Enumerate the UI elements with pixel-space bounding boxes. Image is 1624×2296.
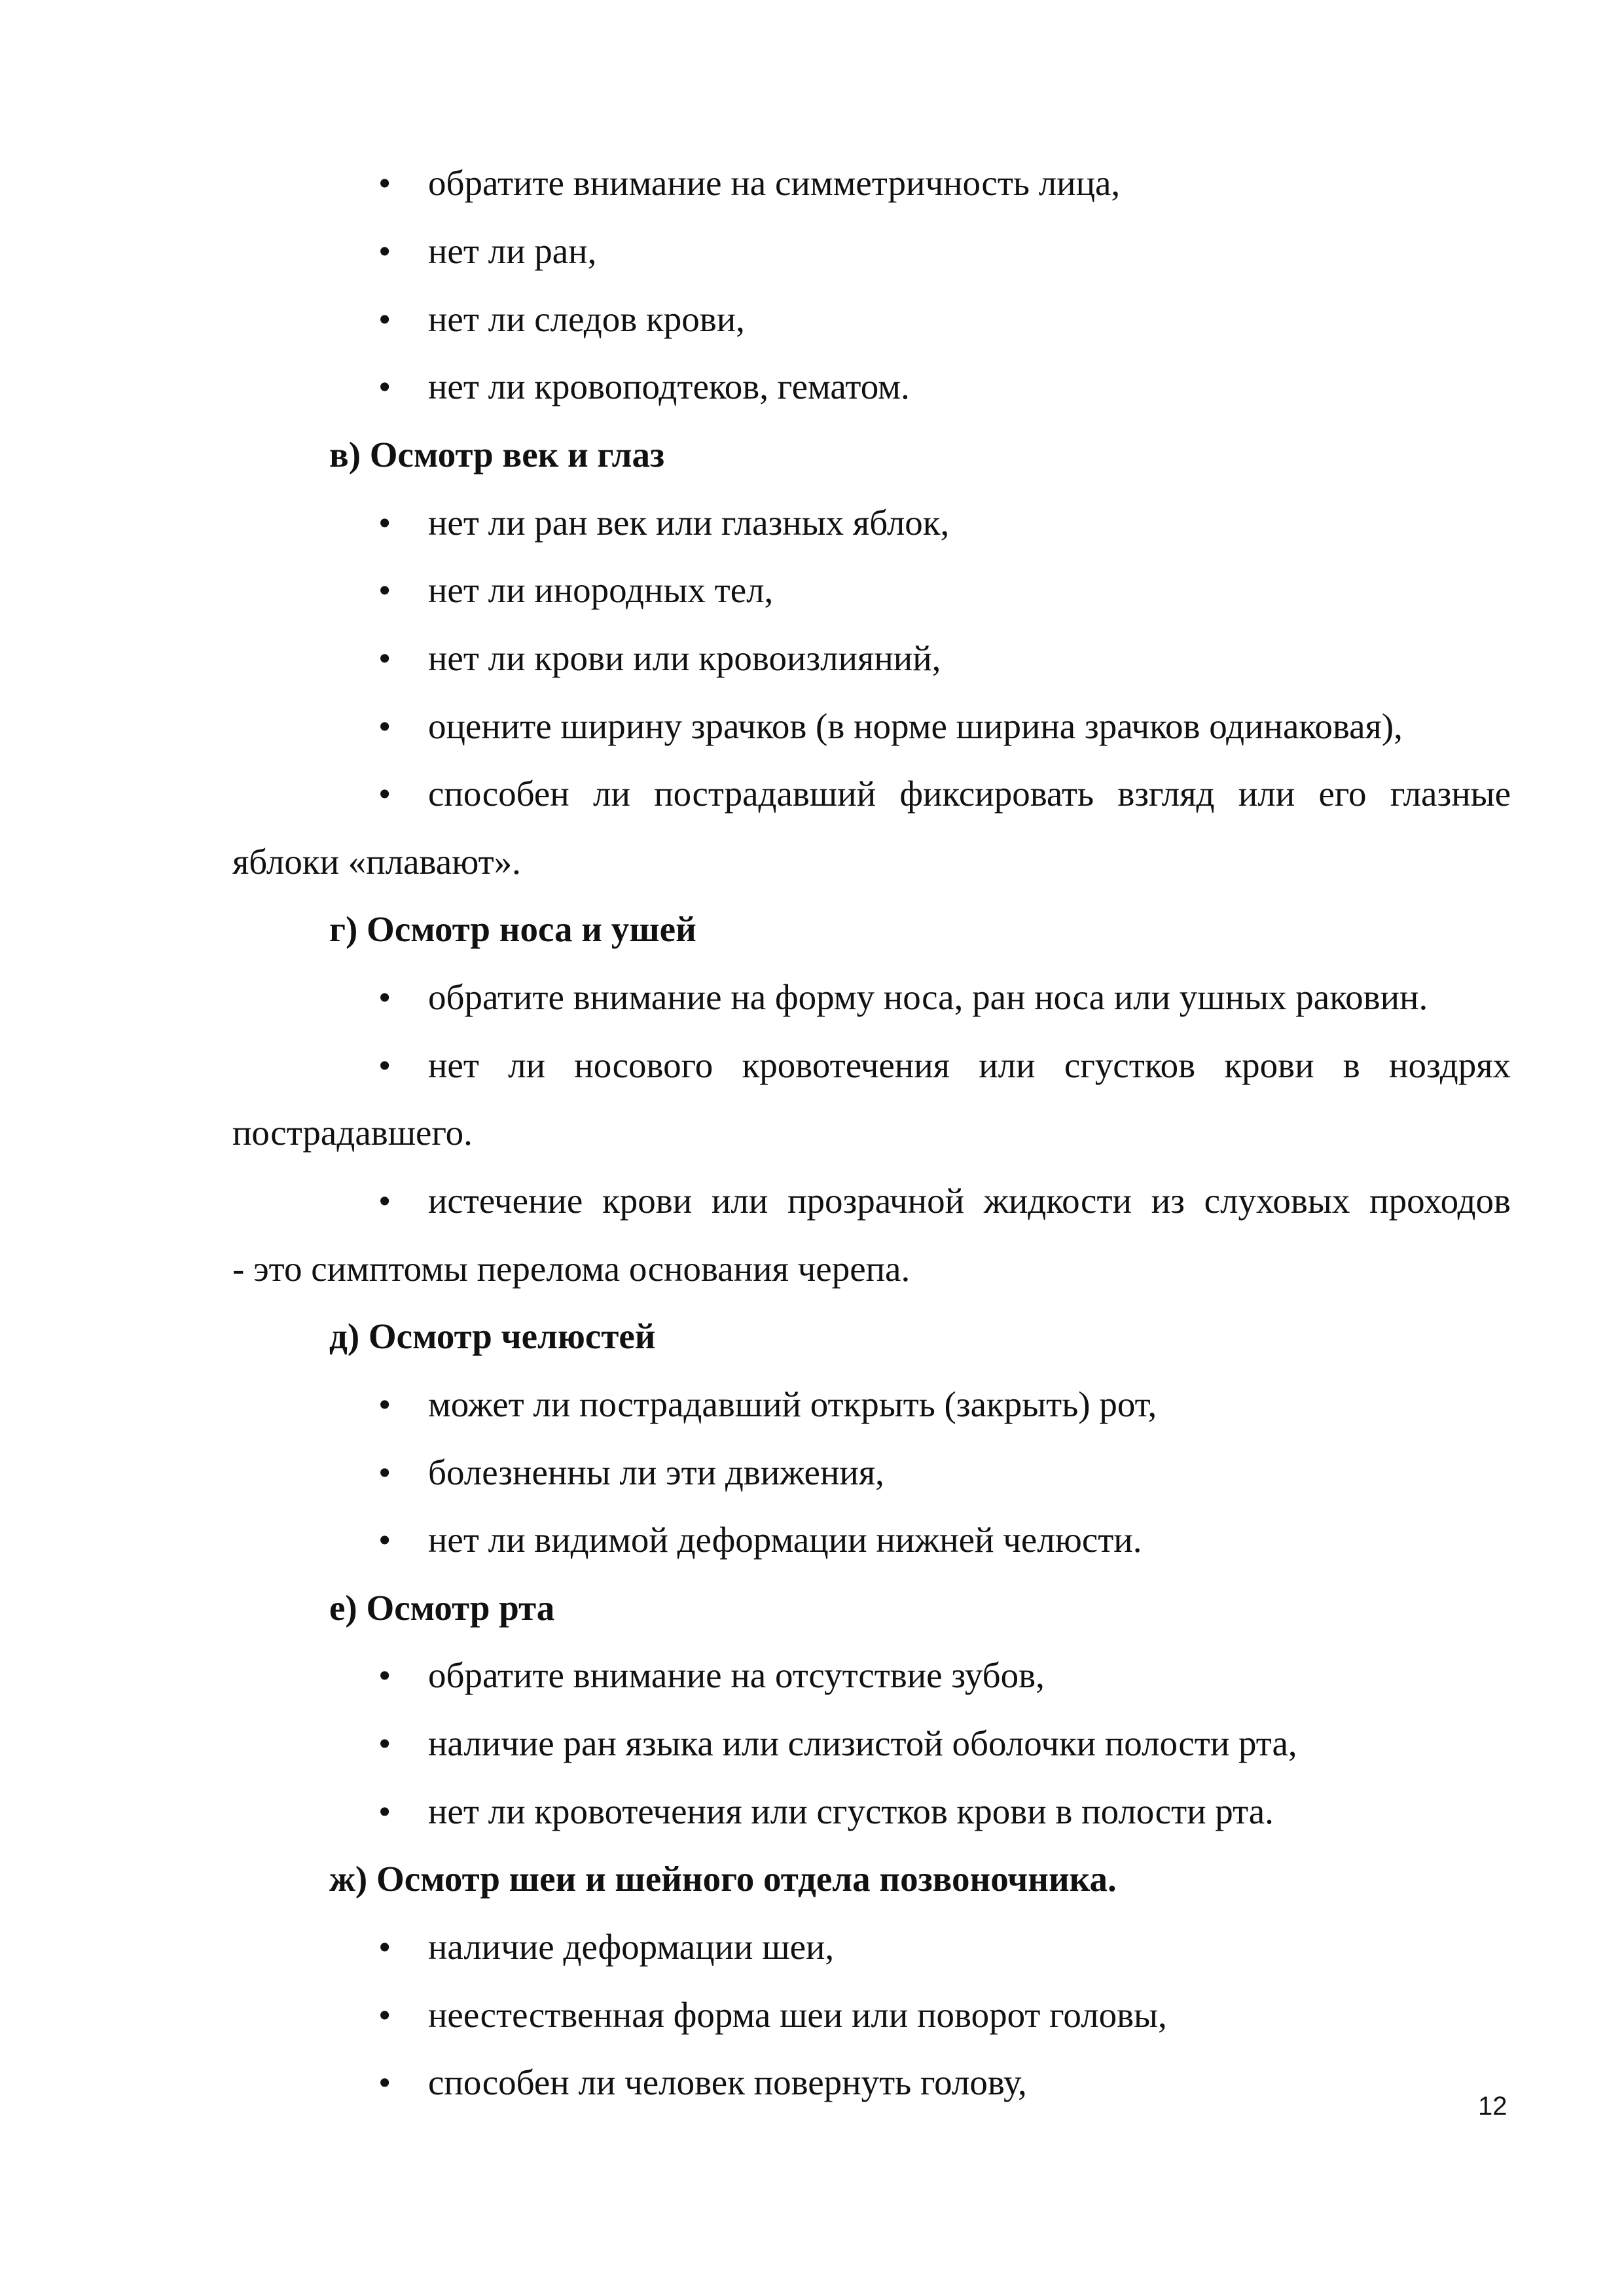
bullet-icon: • [378, 1655, 391, 1695]
bullet-icon: • [378, 299, 391, 339]
bullet-icon: • [378, 977, 391, 1017]
list-item-text: нет ли инородных тел, [428, 570, 774, 610]
bullet-icon: • [378, 503, 391, 543]
list-item-wrapped-first-line [378, 1178, 1511, 1224]
list-item-text: обратите внимание на форму носа, ран носа или ушных раковин. [428, 977, 1428, 1017]
list-item-text: способен ли человек повернуть голову, [428, 2062, 1027, 2102]
bullet-icon: • [378, 231, 391, 271]
list-item-text: может ли пострадавший открыть (закрыть) рот, [428, 1384, 1157, 1424]
bullet-icon: • [378, 638, 391, 678]
bullet-icon: • [378, 570, 391, 610]
section-heading-nose-ears: г) Осмотр носа и ушей [329, 909, 696, 949]
list-item-text: нет ли кровотечения или сгустков крови в полости рта. [428, 1791, 1274, 1831]
bullet-icon: • [378, 1520, 391, 1560]
bullet-icon: • [378, 1995, 391, 2035]
bullet-icon: • [378, 1045, 391, 1085]
bullet-icon: • [378, 774, 391, 814]
list-item-text: нет ли следов крови, [428, 299, 745, 339]
bullet-icon: • [378, 1791, 391, 1831]
list-item-wrapped-first-line [378, 771, 1511, 817]
bullet-icon: • [378, 1181, 391, 1221]
list-item-wrapped-first-line [378, 1043, 1511, 1088]
bullet-icon: • [378, 1927, 391, 1967]
section-heading-eyes: в) Осмотр век и глаз [329, 435, 665, 475]
section-heading-neck: ж) Осмотр шеи и шейного отдела позвоночника. [329, 1859, 1117, 1899]
bullet-icon: • [378, 706, 391, 746]
list-item-text: способен ли пострадавший фиксировать взгляд или его глазные [428, 774, 1511, 814]
bullet-icon: • [378, 1452, 391, 1492]
list-item-text: неестественная форма шеи или поворот головы, [428, 1995, 1167, 2035]
list-item-text: обратите внимание на симметричность лица, [428, 163, 1121, 203]
list-item-text: наличие ран языка или слизистой оболочки полости рта, [428, 1723, 1297, 1763]
list-item-wrapped-rest-line: яблоки «плавают». [232, 842, 521, 882]
list-item-text: наличие деформации шеи, [428, 1927, 835, 1967]
list-item-wrapped-rest-line: пострадавшего. [232, 1113, 473, 1153]
bullet-icon: • [378, 2062, 391, 2102]
bullet-icon: • [378, 163, 391, 203]
list-item-wrapped-rest-line: - это симптомы перелома основания черепа. [232, 1249, 911, 1289]
list-item-text: истечение крови или прозрачной жидкости из слуховых проходов [428, 1181, 1511, 1221]
section-heading-jaws: д) Осмотр челюстей [329, 1316, 656, 1356]
list-item-text: нет ли носового кровотечения или сгустков крови в ноздрях [428, 1045, 1511, 1085]
list-item-text: нет ли ран, [428, 231, 597, 271]
bullet-icon: • [378, 1384, 391, 1424]
page-number: 12 [1478, 2092, 1507, 2121]
section-heading-mouth: е) Осмотр рта [329, 1588, 555, 1628]
bullet-icon: • [378, 1723, 391, 1763]
list-item-text: нет ли крови или кровоизлияний, [428, 638, 941, 678]
list-item-text: обратите внимание на отсутствие зубов, [428, 1655, 1045, 1695]
list-item-text: нет ли видимой деформации нижней челюсти. [428, 1520, 1142, 1560]
bullet-icon: • [378, 367, 391, 406]
list-item-text: нет ли ран век или глазных яблок, [428, 503, 950, 543]
list-item-text: оцените ширину зрачков (в норме ширина зрачков одинаковая), [428, 706, 1403, 746]
list-item-text: болезненны ли эти движения, [428, 1452, 884, 1492]
list-item-text: нет ли кровоподтеков, гематом. [428, 367, 910, 406]
